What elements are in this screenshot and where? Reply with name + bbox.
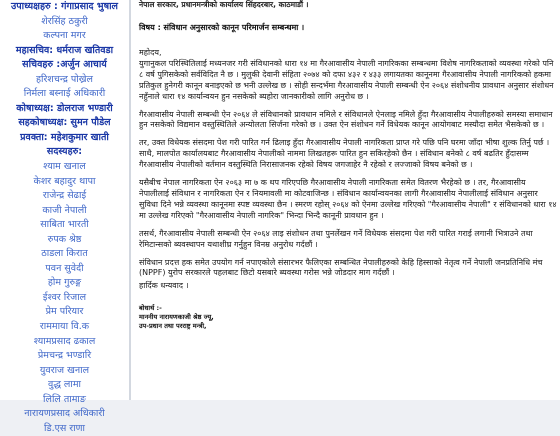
committee-member-row: हरिशचन्द्र पोख्रेल [36, 73, 93, 85]
letter-paragraph-4: यसैबीच नेपाल नागरिकता ऐन २०६३ मा ७ क थप गरिएपछि गैरआवासीय नेपाली नागरिकता समेत वितरण भैरहेको छ । तर, गैरआवासीय नेपालीलाई संविधान र नागरिकता ऐन र नियमावली मा कोटवाजिन्छ । संविधान कार्यान्वयनका लागी गैरआवासीय नेपालीलाई संविधान अनुसार सुविधा दिने भन्ने व्यवस्था कानूनमा स्पष्ट व्यवस्था छैन । स्मरण रहोस् २०६४ को ऐनमा उल्लेख गरिएको "गैरआवासीय नेपाली" र संविधानको धारा १४ मा उल्लेख गरिएको "गैरआवासीय नेपाली नागरिक" भिन्दा भिन्दै कानूनी प्रावधान हुन । [139, 178, 557, 220]
committee-member-row: नारायणप्रसाद अधिकारी [24, 408, 105, 420]
committee-member-row: डि.एस राणा [44, 422, 85, 434]
committee-member-row: सहकोषाध्यक्ष: सुमन पौडेल [18, 117, 111, 129]
committee-member-row: पवन सुवेदी [45, 262, 84, 274]
letter-paragraph-1: महोदय, युगानुकल परिस्थितिलाई मध्यनजर गरी संविधानको धारा १४ मा गैरआवासीय नेपाली नागरिकका सम्बन्धमा विशेष नागरिकताको व्यवस्था गरेको पनि ८ वर्ष पुगिसकेको सर्वविदित नै छ । मुलुकी देवानी संहिता २०७४ को दफा ४३२ र ४३३ लगायतका कानूनमा गैरआवासीय नेपाली नागरिकको हकमा प्रतिकुल हुनेगरी कानून बनाइएको छ भनी उल्लेख छ । सोही सन्दर्भमा गैरआवासीय नेपाली सम्बन्धी ऐन २०६४ संशोधनीय प्रावधान अनुसार संशोधन नहुँनाले धारा १४ कार्यान्वयन हुन नसकेको ब्यहोरा जानकारीको लागि अनुरोध छ । [139, 48, 554, 101]
committee-member-list [0, 0, 130, 434]
committee-member-row: काजी नेपाली [42, 204, 87, 216]
cc-line-2: उप-प्रधान तथा परराष्ट्र मन्त्री, [139, 322, 207, 331]
committee-member-row: साबिता भारती [40, 219, 89, 231]
committee-member-row: राममाया वि.क [39, 321, 90, 333]
cc-label: बोधार्थ :- [139, 304, 162, 313]
letter-document [130, 0, 560, 400]
committee-member-row: सचिवहरु :अर्जुन आचार्य [22, 59, 107, 71]
committee-member-row: युवराज खनाल [39, 364, 90, 376]
committee-member-row: ईश्वर रिजाल [42, 291, 87, 303]
letter-paragraph-6: संविधान प्रदत्त हक समेत उपयोग गर्न नपाएकोले संसारभर फैलिएका सम्बन्धित नेपालीहरुको केहि हिस्साको नेतृत्व गर्ने नेपाली जनप्रतिनिधि मंच (NPPF) युरोप सरकारले पहलबाट छिटो यसबारे ब्यवस्था गरोस भन्ने जोडदार माग गर्दछौं । [139, 257, 543, 278]
letter-paragraph-3: तर, उक्त विधेयक संसदमा पेश गरी पारित गर्न ढिलाइ हुँदा गैरआवासीय नेपाली नागरिकता प्राप्त गरे पछि पनि घरमा जाँदा भीषा शुल्क तिर्नु पर्छ । साथै, मालपोत कार्यालयबाट गैरआवासीय नेपालीको नाममा लिखतहरू पारित हुन सकिरहेको छैन । संविधान बनेको ८ वर्ष बढतिर हुँदासम्म गैरआवासीय नेपालीको वर्तमान वस्तुस्थिति निरासाजनक रहेको विषय जगजाहेर नै रहेको र लज्जाको विषय बनेको छ । [139, 138, 550, 170]
committee-member-row: प्रेमचन्द्र भण्डारि [37, 350, 92, 362]
committee-member-row: श्यामप्रसाद ढकाल [33, 335, 96, 347]
cc-line-1: माननीय नारायणकाजी श्रेष्ठ ज्यू, [139, 313, 214, 322]
committee-member-row: सदस्यहरु: [46, 146, 83, 158]
committee-member-row: कल्पना मगर [43, 30, 86, 42]
committee-member-row: श्याम खनाल [43, 161, 86, 173]
cc-block [139, 304, 557, 331]
committee-member-row: राजेन्द्र सेढाई [42, 190, 87, 202]
committee-member-row: उपाध्यक्षहरु : गंगाप्रसाद भुषाल [11, 1, 118, 12]
recipient-line: नेपाल सरकार, प्रधानमन्त्रीको कार्यालय सिंहदरबार, काठमाडौं । [139, 0, 309, 9]
committee-member-row: महासचिव: धर्मराज खतिवडा [15, 44, 114, 56]
letter-closing: हार्दिक धन्यवाद । [139, 281, 189, 291]
committee-member-row: निर्मला बस्नाई अधिकारी [23, 88, 106, 100]
committee-member-row: लिलि तामाङ [43, 393, 86, 405]
committee-member-row: प्रेम परियार [45, 306, 84, 318]
letter-subject: विषय : संविधान अनुसारको कानून परिमार्जन सम्बन्धमा । [139, 23, 305, 32]
committee-member-row: वुद्ध लामा [48, 379, 81, 391]
committee-member-row: प्रवक्ता: महेशकुमार खाती [20, 131, 109, 143]
committee-member-row: रुपक श्रेष्ठ [47, 233, 82, 245]
committee-member-row: कोषाध्यक्ष: डोलराज भण्डारी [16, 102, 113, 114]
committee-member-row: केशर बहादुर थापा [33, 175, 96, 187]
letter-paragraph-2: गैरआवासीय नेपाली सम्बन्धी ऐन २०६४ ले संविधानको प्रावधान नमिले र संविधानले ऐनलाइ नमिले हुँदा गैरआवासीय नेपालीहरुको समस्या समाधान हुन नसकेको विद्यमान वस्तुस्थितिले अन्योलता सिर्जना गरेको छ । उक्त ऐन संशोधन गर्ने विधेयक कानून आयोगबाट मस्यौदा समेत भैसकेको छ । [139, 109, 553, 130]
committee-member-row: शेरसिंह ठकुरी [41, 15, 88, 27]
letter-paragraph-5: तसर्थ, गैरआवासीय नेपाली सम्बन्धी ऐन २०६४ लाइ संशोधन तथा पुनर्लेखन गर्ने विधेयक संसदमा पेश गरी पारित गराई लगानी भित्राउने तथा रेमिटान्सको ब्यवस्थापन यथाशीघ्र गर्नुहुन विनम्र अनुरोध गर्दछौं । [139, 228, 533, 249]
committee-member-row: ठाडला किरात [41, 248, 88, 260]
committee-member-row: होम गुरुङ्ग [47, 277, 82, 289]
